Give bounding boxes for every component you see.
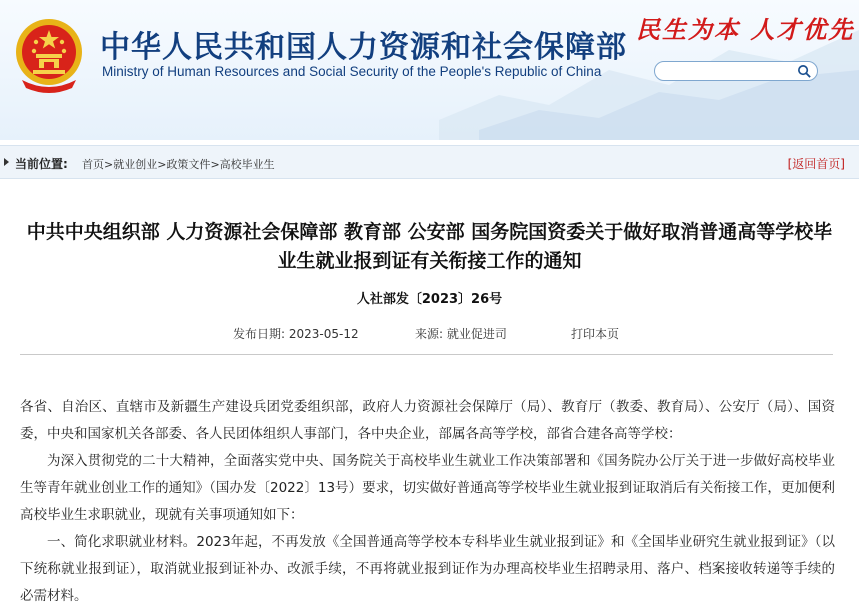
- slogan-calligraphy: 民生为本 人才优先: [636, 15, 855, 44]
- breadcrumb-item-graduates[interactable]: 高校毕业生: [219, 158, 275, 171]
- breadcrumb: [82, 156, 275, 172]
- search-box: [654, 61, 818, 81]
- breadcrumb-separator: >: [157, 158, 167, 171]
- ministry-english-title: Ministry of Human Resources and Social Security of the People's Republic of China: [102, 64, 602, 79]
- breadcrumb-label: 当前位置:: [15, 157, 68, 171]
- breadcrumb-item-employment[interactable]: 就业创业: [113, 158, 158, 171]
- site-header: [0, 0, 859, 140]
- print-page-link[interactable]: 打印本页: [571, 327, 620, 341]
- document-number: 人社部发〔2023〕26号: [356, 292, 503, 307]
- search-input[interactable]: [663, 63, 793, 79]
- article-paragraph-addressees: 各省、自治区、直辖市及新疆生产建设兵团党委组织部，政府人力资源社会保障厅（局）、教育厅（教委、教育局）、公安厅（局）、国资委，中央和国家机关各部委、各人民团体组织人事部门，各中央企业，部属各高等学校，部省合建各高等学校：: [20, 399, 835, 442]
- search-icon[interactable]: [797, 64, 812, 79]
- national-emblem-icon: [12, 14, 86, 94]
- breadcrumb-separator: >: [104, 158, 114, 171]
- caret-right-icon: [4, 158, 9, 166]
- article-title: 中共中央组织部 人力资源社会保障部 教育部 公安部 国务院国资委关于做好取消普通高等学校毕业生就业报到证有关衔接工作的通知: [26, 221, 833, 272]
- breadcrumb-separator: >: [210, 158, 220, 171]
- publish-date: 发布日期: 2023-05-12: [233, 327, 359, 341]
- article-paragraph-intro: 为深入贯彻党的二十大精神，全面落实党中央、国务院关于高校毕业生就业工作决策部署和《国务院办公厅关于进一步做好高校毕业生等青年就业创业工作的通知》（国办发〔2022〕13号）要求，切实做好普通高等学校毕业生就业报到证取消后有关衔接工作，更加便利高校毕业生求职就业，现就有关事项通知如下：: [20, 453, 835, 523]
- back-home-link[interactable]: [返回首页]: [787, 157, 845, 171]
- breadcrumb-item-home[interactable]: 首页: [82, 158, 104, 171]
- breadcrumb-item-policy-docs[interactable]: 政策文件: [166, 158, 211, 171]
- article-paragraph-item-1: 一、简化求职就业材料。2023年起，不再发放《全国普通高等学校本专科毕业生就业报到证》和《全国毕业研究生就业报到证》（以下统称就业报到证），取消就业报到证补办、改派手续，不再将就业报到证作为办理高校毕业生招聘录用、落户、档案接收转递等手续的必需材料。: [20, 534, 835, 604]
- divider: [20, 354, 833, 355]
- ministry-chinese-title: 中华人民共和国人力资源和社会保障部: [100, 30, 627, 65]
- article-source: 来源: 就业促进司: [415, 327, 507, 341]
- breadcrumb-bar: [0, 145, 859, 179]
- article-body: [20, 394, 835, 610]
